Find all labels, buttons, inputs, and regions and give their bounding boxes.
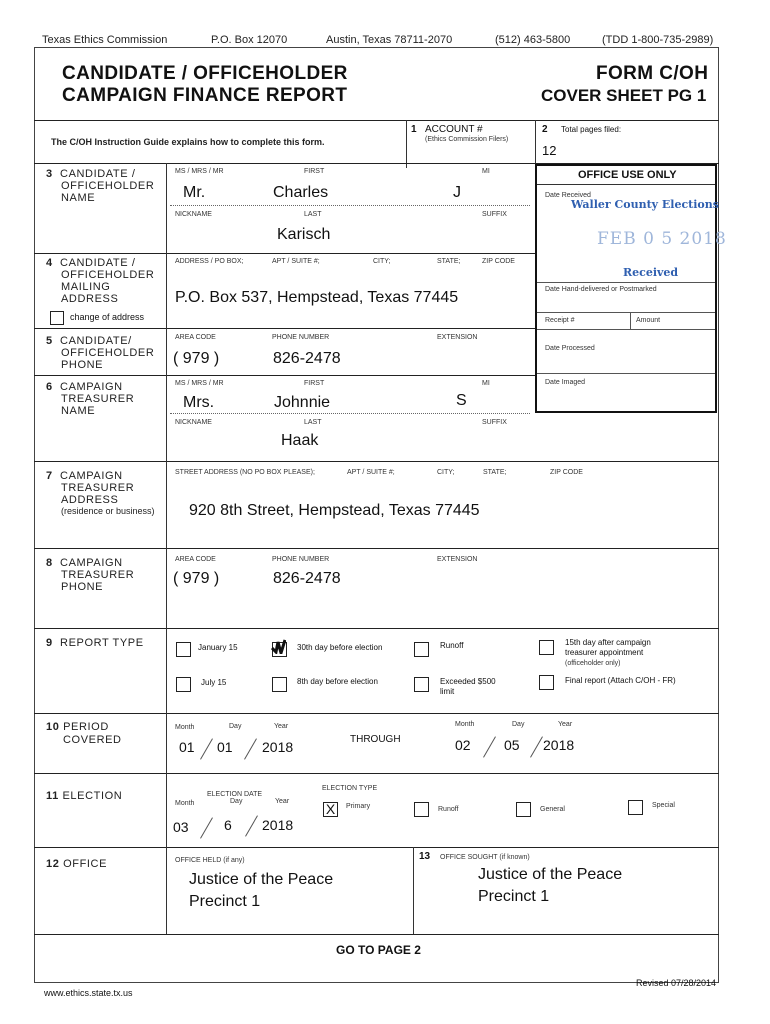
divider	[34, 847, 719, 848]
section-8-label: PHONE	[61, 581, 104, 593]
treasurer-middle-initial[interactable]: S	[456, 392, 467, 409]
treasurer-address-value[interactable]: 920 8th Street, Hempstead, Texas 77445	[189, 502, 480, 519]
office-use-label: Date Received	[545, 192, 591, 199]
field-header: ADDRESS / PO BOX;	[175, 258, 244, 265]
field-header: Day	[229, 723, 242, 730]
report-final-checkbox[interactable]	[539, 675, 554, 690]
header-po-box: P.O. Box 12070	[211, 34, 288, 46]
period-from-day[interactable]: 01	[217, 739, 233, 755]
report-30th-day-label: 30th day before election	[297, 643, 383, 652]
field-header: MS / MRS / MR	[175, 380, 224, 387]
field-header: STREET ADDRESS (NO PO BOX PLEASE);	[175, 469, 315, 476]
divider	[535, 120, 536, 168]
section-7-label: ADDRESS	[61, 494, 119, 506]
treasurer-first-name[interactable]: Johnnie	[274, 394, 331, 411]
divider	[34, 328, 535, 329]
divider	[630, 312, 631, 329]
form-id-label: FORM C/OH	[596, 63, 709, 84]
divider	[170, 205, 530, 206]
field-header: APT / SUITE #;	[272, 258, 320, 265]
report-15th-day-label: (officeholder only)	[565, 660, 621, 667]
divider	[34, 713, 719, 714]
office-sought-line1[interactable]: Justice of the Peace	[478, 866, 623, 883]
section-10-label: 10 PERIOD	[46, 721, 109, 733]
field-header: EXTENSION	[437, 556, 478, 563]
divider	[537, 373, 715, 374]
field-header: Year	[275, 798, 290, 805]
divider	[166, 163, 167, 934]
account-number-index: 1	[411, 124, 417, 135]
candidate-phone-number[interactable]: 826-2478	[273, 350, 341, 367]
field-header: ZIP CODE	[482, 258, 515, 265]
divider	[34, 628, 719, 629]
account-sublabel: (Ethics Commission Filers)	[425, 136, 509, 143]
section-5-label: 5 CANDIDATE/	[46, 335, 132, 347]
footer-url[interactable]: www.ethics.state.tx.us	[44, 988, 133, 998]
report-runoff-checkbox[interactable]	[414, 642, 429, 657]
treasurer-area-code[interactable]: ( 979 )	[173, 570, 220, 587]
report-15th-day-checkbox[interactable]	[539, 640, 554, 655]
report-jan15-checkbox[interactable]	[176, 642, 191, 657]
field-header: SUFFIX	[482, 211, 507, 218]
section-5-label: PHONE	[61, 359, 104, 371]
candidate-area-code[interactable]: ( 979 )	[173, 350, 220, 367]
total-pages-label: Total pages filed:	[561, 125, 622, 134]
report-8th-day-checkbox[interactable]	[272, 677, 287, 692]
field-header: SUFFIX	[482, 419, 507, 426]
office-held-line2[interactable]: Precinct 1	[189, 893, 261, 910]
report-30th-day-checkbox[interactable]	[272, 642, 287, 657]
election-runoff-label: Runoff	[438, 806, 459, 813]
divider	[537, 282, 715, 283]
period-from-month[interactable]: 01	[179, 739, 195, 755]
office-use-label: Date Processed	[545, 345, 595, 352]
report-exceeded-label: Exceeded $500	[440, 677, 496, 686]
section-4-label: MAILING	[61, 281, 111, 293]
office-use-label: Date Imaged	[545, 379, 586, 386]
field-header: Month	[175, 800, 195, 807]
report-final-label: Final report (Attach C/OH - FR)	[565, 676, 676, 685]
total-pages-value[interactable]: 12	[542, 143, 557, 158]
field-header: LAST	[304, 211, 322, 218]
treasurer-prefix[interactable]: Mrs.	[183, 394, 215, 411]
section-12-label: 12 OFFICE	[46, 858, 108, 870]
election-runoff-checkbox[interactable]	[414, 802, 429, 817]
report-exceeded-checkbox[interactable]	[414, 677, 429, 692]
form-title-line2: CAMPAIGN FINANCE REPORT	[62, 85, 348, 106]
field-header: MI	[482, 380, 490, 387]
election-month[interactable]: 03	[173, 819, 189, 835]
divider	[34, 253, 535, 254]
field-header: LAST	[304, 419, 322, 426]
divider	[34, 548, 719, 549]
field-header: CITY;	[373, 258, 391, 265]
field-header: STATE;	[483, 469, 507, 476]
candidate-middle-initial[interactable]: J	[453, 184, 461, 201]
section-5-label: OFFICEHOLDER	[61, 347, 155, 359]
checkmark-scribble-icon	[271, 639, 286, 654]
footer-revised: Revised 07/28/2014	[636, 978, 717, 988]
treasurer-last-name[interactable]: Haak	[281, 432, 319, 449]
election-year[interactable]: 2018	[262, 817, 294, 833]
field-header: Month	[455, 721, 475, 728]
field-header: AREA CODE	[175, 334, 216, 341]
section-6-label: TREASURER	[61, 393, 135, 405]
divider	[34, 773, 719, 774]
field-header: Month	[175, 724, 195, 731]
field-header: OFFICE HELD (if any)	[175, 857, 245, 864]
candidate-first-name[interactable]: Charles	[273, 184, 329, 201]
field-header: NICKNAME	[175, 211, 212, 218]
section-4-label: 4 CANDIDATE /	[46, 257, 136, 269]
section-4-label: ADDRESS	[61, 293, 119, 305]
stamp-county: Waller County Elections	[571, 198, 719, 211]
report-jul15-checkbox[interactable]	[176, 677, 191, 692]
section-4-label: OFFICEHOLDER	[61, 269, 155, 281]
total-pages-index: 2	[542, 124, 548, 135]
period-to-day[interactable]: 05	[504, 737, 520, 753]
election-general-label: General	[540, 806, 565, 813]
report-15th-day-label: treasurer appointment	[565, 648, 644, 657]
period-through-label: THROUGH	[350, 734, 401, 745]
field-header: FIRST	[304, 380, 325, 387]
field-header: CITY;	[437, 469, 455, 476]
field-header: MI	[482, 168, 490, 175]
office-sought-line2[interactable]: Precinct 1	[478, 888, 550, 905]
report-runoff-label: Runoff	[440, 641, 464, 650]
report-jul15-label: July 15	[201, 678, 227, 687]
divider	[170, 413, 530, 414]
report-exceeded-label: limit	[440, 687, 455, 696]
section-10-label: COVERED	[63, 734, 122, 746]
divider	[34, 934, 719, 935]
account-label: ACCOUNT #	[425, 124, 483, 135]
section-8-label: TREASURER	[61, 569, 135, 581]
candidate-prefix[interactable]: Mr.	[183, 184, 206, 201]
goto-page-2[interactable]: GO TO PAGE 2	[336, 943, 421, 957]
field-header: APT / SUITE #;	[347, 469, 395, 476]
report-15th-day-label: 15th day after campaign	[565, 638, 651, 647]
section-7-sublabel: (residence or business)	[61, 506, 155, 516]
divider	[34, 375, 535, 376]
divider	[406, 120, 407, 168]
period-to-year[interactable]: 2018	[543, 737, 575, 753]
field-header: OFFICE SOUGHT (if known)	[440, 854, 530, 861]
section-11-label: 11 ELECTION	[46, 790, 123, 802]
divider	[413, 847, 414, 934]
section-9-label: 9 REPORT TYPE	[46, 637, 144, 649]
section-7-label: TREASURER	[61, 482, 135, 494]
election-primary-checkbox[interactable]: X	[323, 802, 338, 817]
stamp-date: FEB 0 5 2018	[597, 229, 727, 249]
section-6-label: NAME	[61, 405, 96, 417]
field-header: AREA CODE	[175, 556, 216, 563]
header-org: Texas Ethics Commission	[42, 34, 168, 46]
election-day[interactable]: 6	[224, 817, 232, 833]
office-use-title: OFFICE USE ONLY	[578, 169, 677, 181]
divider	[34, 120, 719, 121]
field-header: Day	[230, 798, 243, 805]
section-3-label: OFFICEHOLDER	[61, 180, 155, 192]
field-header: EXTENSION	[437, 334, 478, 341]
divider	[537, 329, 715, 330]
cover-sheet-label: COVER SHEET PG 1	[541, 86, 707, 105]
field-header: MS / MRS / MR	[175, 168, 224, 175]
header-phone: (512) 463-5800	[495, 34, 571, 46]
header-tdd: (TDD 1-800-735-2989)	[602, 34, 714, 46]
office-use-label: Amount	[636, 317, 661, 324]
section-8-label: 8 CAMPAIGN	[46, 557, 123, 569]
section-3-label: 3 CANDIDATE /	[46, 168, 136, 180]
election-general-checkbox[interactable]	[516, 802, 531, 817]
report-jan15-label: January 15	[198, 643, 238, 652]
field-header: NICKNAME	[175, 419, 212, 426]
change-of-address-label: change of address	[70, 312, 145, 322]
election-special-label: Special	[652, 802, 675, 809]
office-held-line1[interactable]: Justice of the Peace	[189, 871, 334, 888]
divider	[537, 312, 715, 313]
field-header: ELECTION TYPE	[322, 785, 378, 792]
period-to-month[interactable]: 02	[455, 737, 471, 753]
section-6-label: 6 CAMPAIGN	[46, 381, 123, 393]
election-special-checkbox[interactable]	[628, 800, 643, 815]
field-header: FIRST	[304, 168, 325, 175]
field-header: Year	[558, 721, 573, 728]
section-7-label: 7 CAMPAIGN	[46, 470, 123, 482]
candidate-last-name[interactable]: Karisch	[277, 226, 331, 243]
form-title-line1: CANDIDATE / OFFICEHOLDER	[62, 63, 348, 84]
treasurer-phone-number[interactable]: 826-2478	[273, 570, 341, 587]
office-use-label: Date Hand-delivered or Postmarked	[545, 286, 657, 293]
report-8th-day-label: 8th day before election	[297, 677, 378, 686]
field-header: PHONE NUMBER	[272, 556, 330, 563]
field-header: PHONE NUMBER	[272, 334, 330, 341]
change-of-address-checkbox[interactable]	[50, 311, 64, 325]
mailing-address-value[interactable]: P.O. Box 537, Hempstead, Texas 77445	[175, 289, 459, 306]
stamp-received: Received	[623, 266, 679, 279]
field-header: ELECTION DATE	[207, 791, 263, 798]
election-primary-label: Primary	[346, 803, 371, 810]
field-header: ZIP CODE	[550, 469, 583, 476]
field-header: STATE;	[437, 258, 461, 265]
section-13-index: 13	[419, 851, 431, 862]
period-from-year[interactable]: 2018	[262, 739, 294, 755]
field-header: Day	[512, 721, 525, 728]
field-header: Year	[274, 723, 289, 730]
office-use-label: Receipt #	[545, 317, 575, 324]
header-city: Austin, Texas 78711-2070	[326, 34, 453, 46]
divider	[34, 461, 719, 462]
section-3-label: NAME	[61, 192, 96, 204]
instruction-text: The C/OH Instruction Guide explains how to complete this form.	[51, 137, 325, 147]
